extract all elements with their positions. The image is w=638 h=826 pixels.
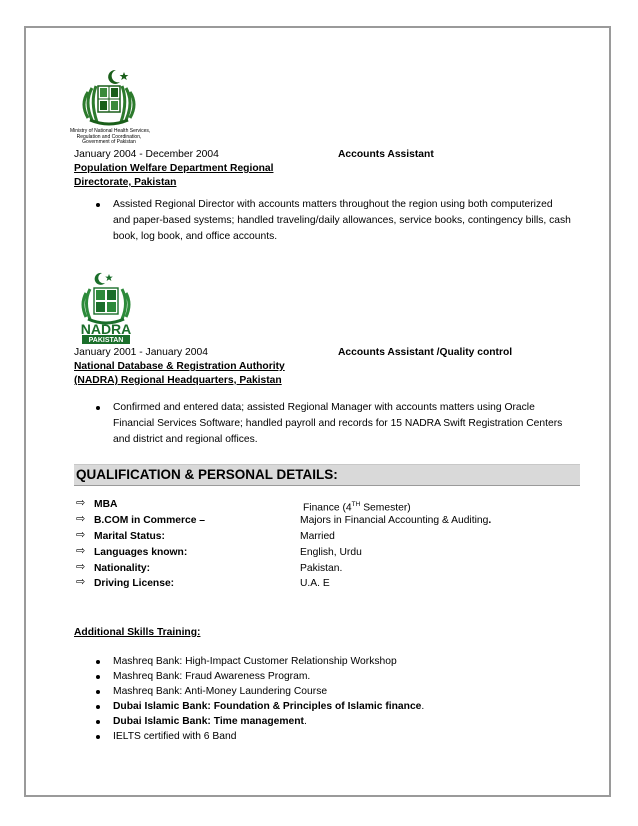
skill-text: Mashreq Bank: Anti-Money Laundering Course xyxy=(113,686,328,697)
qual-value-text: Majors in Financial Accounting & Auditing xyxy=(300,515,489,526)
skill-text: Mashreq Bank: High-Impact Customer Relationship Workshop xyxy=(113,656,397,667)
qual-value xyxy=(300,514,491,528)
qual-value: English, Urdu xyxy=(300,547,362,558)
list-item xyxy=(113,670,424,684)
arrow-bullet-icon: ⇨ xyxy=(76,576,86,588)
qual-value xyxy=(303,498,411,515)
skills-heading: Additional Skills Training: xyxy=(74,627,201,638)
list-item xyxy=(113,715,424,729)
list-item xyxy=(113,700,424,714)
job1-dates: January 2004 - December 2004 xyxy=(74,149,219,160)
qual-value-tail: . xyxy=(488,515,492,526)
qual-value: U.A. E xyxy=(300,578,330,589)
qual-label: B.COM in Commerce – xyxy=(94,515,206,526)
caption-line: Regulation and Coordination, xyxy=(76,133,142,140)
nadra-logo xyxy=(80,271,132,345)
skills-list xyxy=(113,655,424,744)
qual-value: Pakistan. xyxy=(300,563,343,574)
arrow-bullet-icon: ⇨ xyxy=(76,513,86,525)
arrow-bullet-icon: ⇨ xyxy=(76,561,86,573)
skill-text-bold: Dubai Islamic Bank: Time management xyxy=(113,716,304,727)
qual-value: Married xyxy=(300,531,335,542)
nadra-logo-text: NADRA xyxy=(80,321,132,337)
job2-description-list xyxy=(113,401,562,447)
desc-line: and district and regional offices. xyxy=(113,434,258,445)
skill-text-tail: . xyxy=(421,701,425,712)
job2-title: Accounts Assistant /Quality control xyxy=(338,347,513,358)
skill-text: IELTS certified with 6 Band xyxy=(113,731,237,742)
list-item xyxy=(113,401,562,447)
nadra-logo-subtext: PAKISTAN xyxy=(88,337,124,344)
job1-org-line2: Directorate, Pakistan xyxy=(74,177,177,188)
qual-value-sup: TH xyxy=(351,501,361,508)
arrow-bullet-icon: ⇨ xyxy=(76,529,86,541)
qual-label: Nationality: xyxy=(94,563,151,574)
skill-text: Mashreq Bank: Fraud Awareness Program. xyxy=(113,671,311,682)
ministry-emblem-logo xyxy=(70,68,148,132)
arrow-bullet-icon: ⇨ xyxy=(76,545,86,557)
qual-label: Marital Status: xyxy=(94,531,165,542)
qual-label: Driving License: xyxy=(94,578,175,589)
job1-org-line1: Population Welfare Department Regional xyxy=(74,163,274,174)
qualification-heading: QUALIFICATION & PERSONAL DETAILS: xyxy=(76,467,338,482)
job1-description-list xyxy=(113,198,571,244)
job2-org-line1: National Database & Registration Authority xyxy=(74,361,285,372)
desc-line: Confirmed and entered data; assisted Regional Manager with accounts matters using Oracle xyxy=(113,402,535,413)
list-item xyxy=(113,655,424,669)
list-item xyxy=(113,685,424,699)
list-item xyxy=(113,730,424,744)
desc-line: Financial Services Software; handled payroll and records for 15 NADRA Swift Registration Centers xyxy=(113,418,563,429)
qual-value-pre: Finance (4 xyxy=(303,502,352,514)
caption-line: Ministry of National Health Services, xyxy=(70,128,151,134)
desc-line: and paper-based systems; handled traveling/daily allowances, service books, contingency bills, cash xyxy=(113,215,571,226)
desc-line: Assisted Regional Director with accounts matters throughout the region using both computerized xyxy=(113,199,553,210)
job2-org-line2: (NADRA) Regional Headquarters, Pakistan xyxy=(74,375,282,386)
skill-text-tail: . xyxy=(303,716,307,727)
qual-label: Languages known: xyxy=(94,547,188,558)
job1-title: Accounts Assistant xyxy=(338,149,434,160)
caption-line: Government of Pakistan xyxy=(82,139,136,146)
job2-dates: January 2001 - January 2004 xyxy=(74,347,208,358)
desc-line: book, log book, and office accounts. xyxy=(113,231,278,242)
qual-label: MBA xyxy=(94,499,118,510)
list-item xyxy=(113,198,571,244)
arrow-bullet-icon: ⇨ xyxy=(76,497,86,509)
skill-text-bold: Dubai Islamic Bank: Foundation & Principles of Islamic finance xyxy=(113,701,422,712)
ministry-logo-caption xyxy=(70,128,151,146)
qual-value-post: Semester) xyxy=(360,502,411,514)
